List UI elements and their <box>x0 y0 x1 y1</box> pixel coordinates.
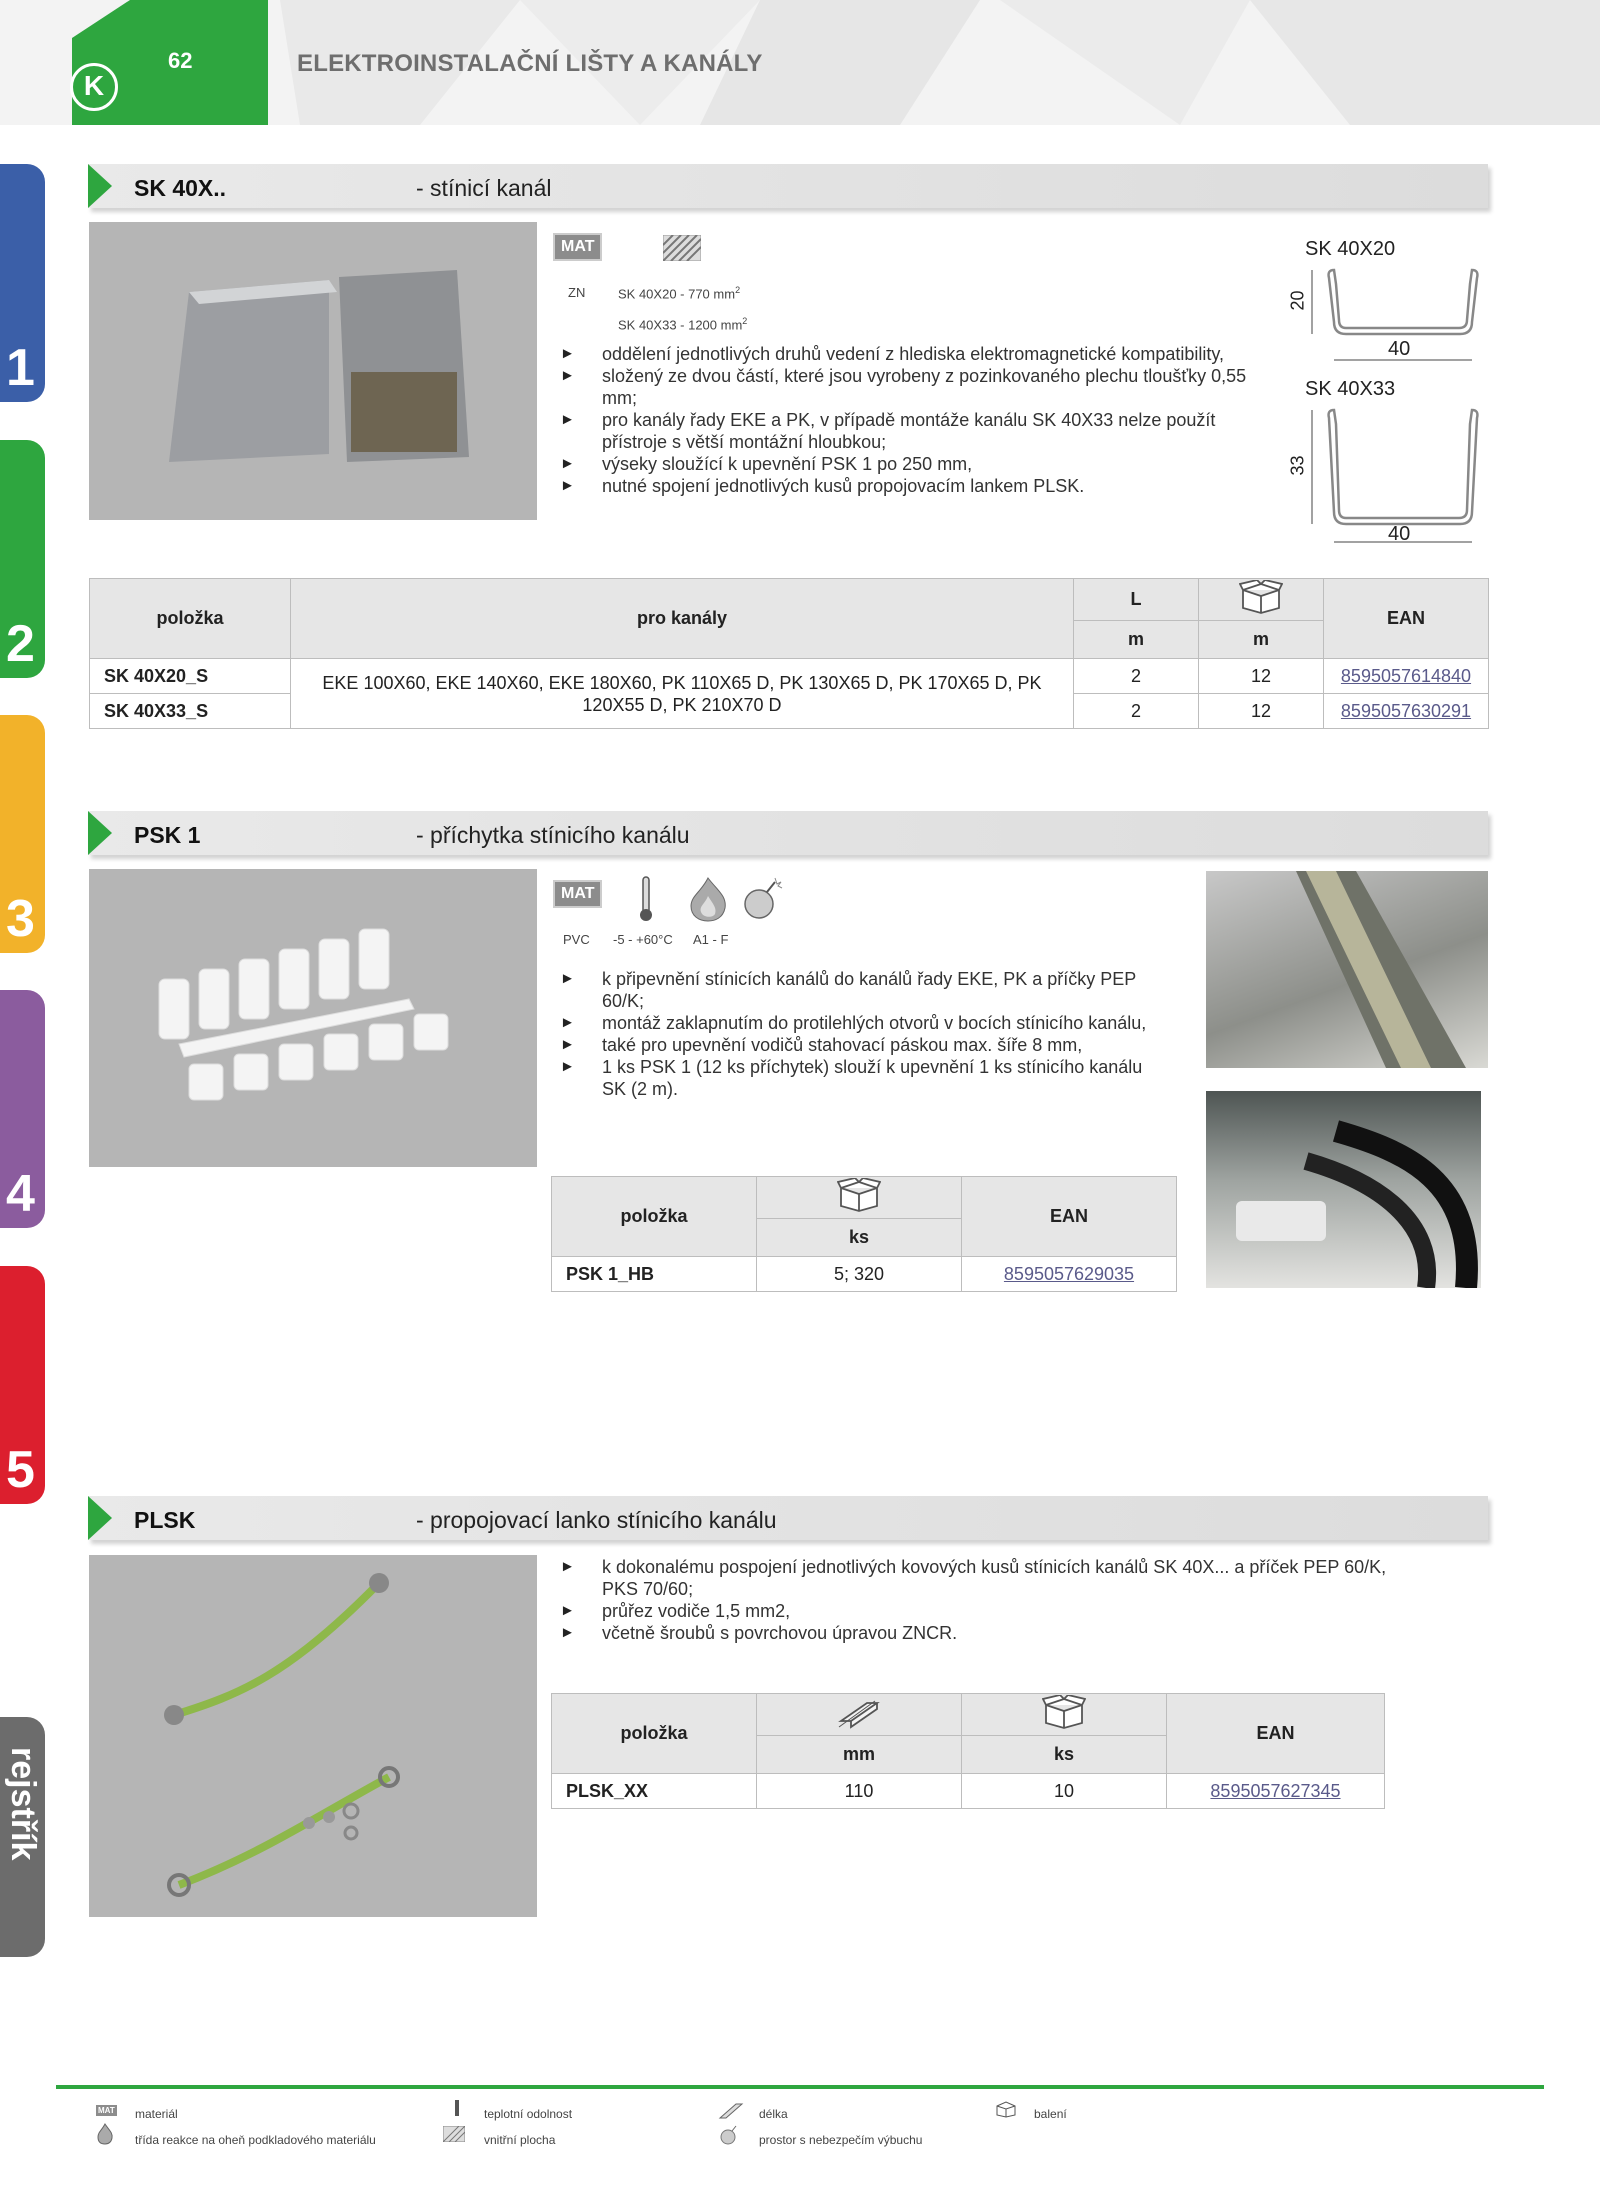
length-icon <box>837 1695 881 1729</box>
sk40-photo <box>89 222 537 520</box>
col-pack-header <box>757 1177 962 1219</box>
plsk-table <box>551 1693 1385 1809</box>
section-arrow-icon <box>88 1496 112 1540</box>
psk-photo-installed-2 <box>1206 1091 1481 1288</box>
mat-icon: MAT <box>553 233 602 261</box>
box-icon <box>1239 580 1283 614</box>
diagram-2-profile <box>1282 402 1482 552</box>
cell-ean[interactable] <box>1324 694 1489 729</box>
product-code: PLSK <box>134 1507 196 1533</box>
cell-for: EKE 100X60, EKE 140X60, EKE 180X60, PK 110X65 D, PK 130X65 D, PK 170X65 D, PK 120X55 D, PK 210X70 D <box>291 659 1074 729</box>
list-item: ► montáž zaklapnutím do protilehlých otvorů v bocích stínicího kanálu, <box>560 1012 1170 1034</box>
col-ean-header: EAN <box>1324 579 1489 659</box>
list-item: ► nutné spojení jednotlivých kusů propojovacím lankem PLSK. <box>560 475 1260 497</box>
cable-illustration <box>89 1555 537 1917</box>
list-item: ► průřez vodiče 1,5 mm2, <box>560 1600 1390 1622</box>
section-bar-plsk <box>88 1496 1488 1540</box>
col-pack-header <box>962 1694 1167 1736</box>
flame-icon <box>687 876 729 922</box>
flame-icon <box>96 2123 114 2145</box>
list-item: ► pro kanály řady EKE a PK, v případě montáže kanálu SK 40X33 nelze použít přístroje s větší montážní hloubkou; <box>560 409 1260 453</box>
list-item: ► oddělení jednotlivých druhů vedení z hlediska elektromagnetické kompatibility, <box>560 343 1260 365</box>
sk40-area-2-text: SK 40X33 - 1200 mm <box>618 317 743 333</box>
logo: K <box>70 63 118 111</box>
tab-5[interactable] <box>0 1266 45 1504</box>
psk-photo <box>89 869 537 1167</box>
cell-L: 2 <box>1074 659 1199 694</box>
tab-2-label: 2 <box>6 615 35 673</box>
tab-1[interactable] <box>0 164 45 402</box>
diagram-1-title: SK 40X20 <box>1305 238 1396 260</box>
cell-item: SK 40X20_S <box>90 659 291 694</box>
psk-icons <box>553 880 602 908</box>
col-pack-unit: ks <box>757 1219 962 1257</box>
list-item: ► výseky sloužící k upevnění PSK 1 po 250 mm, <box>560 453 1260 475</box>
cell-item: PSK 1_HB <box>552 1257 757 1292</box>
cell-pack: 12 <box>1199 694 1324 729</box>
cell-ean[interactable] <box>962 1257 1177 1292</box>
tab-4-label: 4 <box>6 1165 35 1223</box>
cell-pack: 5; 320 <box>757 1257 962 1292</box>
plsk-bullets <box>560 1556 1390 1644</box>
table-row <box>552 1257 1177 1292</box>
channel-illustration <box>89 222 537 520</box>
sk40-area-2-sup: 2 <box>742 316 748 326</box>
col-length-unit: mm <box>757 1736 962 1774</box>
clip-illustration <box>89 869 537 1167</box>
thermometer-icon <box>453 2100 461 2120</box>
installed-channel-illustration <box>1206 871 1488 1068</box>
cables-illustration <box>1206 1091 1481 1288</box>
psk-fire-class: A1 - F <box>693 932 729 947</box>
cell-pack: 10 <box>962 1774 1167 1809</box>
footer-line <box>56 2085 1544 2089</box>
legend-explosion: prostor s nebezpečím výbuchu <box>759 2133 923 2147</box>
section-arrow-icon <box>88 811 112 855</box>
product-description: - stínicí kanál <box>416 175 552 201</box>
cell-item: PLSK_XX <box>552 1774 757 1809</box>
diagram-1-height: 20 <box>1287 290 1308 311</box>
sk40-icons <box>553 233 602 261</box>
tab-rejstrik-label: rejstřík <box>4 1747 42 1861</box>
box-icon <box>995 2100 1017 2118</box>
thermometer-icon <box>638 876 654 922</box>
legend-material: materiál <box>135 2107 178 2121</box>
list-item: ► k připevnění stínicích kanálů do kanálů řady EKE, PK a příčky PEP 60/K; <box>560 968 1170 1012</box>
tab-2[interactable] <box>0 440 45 678</box>
section-bar-psk <box>88 811 1488 855</box>
legend-length: délka <box>759 2107 788 2121</box>
tab-3[interactable] <box>0 715 45 953</box>
cell-ean[interactable] <box>1324 659 1489 694</box>
list-item: ► složený ze dvou částí, které jsou vyrobeny z pozinkovaného plechu tloušťky 0,55 mm; <box>560 365 1260 409</box>
sk40-area-1-text: SK 40X20 - 770 mm <box>618 286 736 302</box>
cell-length: 110 <box>757 1774 962 1809</box>
box-icon <box>1042 1695 1086 1729</box>
col-L-unit: m <box>1074 621 1199 659</box>
legend-inner-surface: vnitřní plocha <box>484 2133 556 2147</box>
sk40-area-2 <box>618 316 747 332</box>
list-item: ► také pro upevnění vodičů stahovací páskou max. šíře 8 mm, <box>560 1034 1170 1056</box>
sk40-mat-code: ZN <box>568 285 586 300</box>
sk40-table <box>89 578 1489 729</box>
sk40-area-1 <box>618 285 740 301</box>
col-pack-header <box>1199 579 1324 621</box>
col-item-header: položka <box>90 579 291 659</box>
diagram-1-width: 40 <box>1388 338 1411 360</box>
col-ean-header: EAN <box>962 1177 1177 1257</box>
diagram-2-title: SK 40X33 <box>1305 378 1396 400</box>
mat-icon: MAT <box>553 880 602 908</box>
box-icon <box>837 1178 881 1212</box>
psk-photo-installed-1 <box>1206 871 1488 1068</box>
list-item: ► včetně šroubů s povrchovou úpravou ZNCR. <box>560 1622 1390 1644</box>
cell-ean[interactable] <box>1167 1774 1385 1809</box>
page-title: ELEKTROINSTALAČNÍ LIŠTY A KANÁLY <box>297 50 763 77</box>
ean-link[interactable]: 8595057629035 <box>1003 1263 1135 1284</box>
tab-rejstrik[interactable] <box>0 1717 45 1957</box>
product-code: PSK 1 <box>134 822 201 848</box>
col-length-header <box>757 1694 962 1736</box>
cell-L: 2 <box>1074 694 1199 729</box>
psk-bullets <box>560 968 1170 1100</box>
psk-table <box>551 1176 1177 1292</box>
diagram-2-width: 40 <box>1388 523 1411 545</box>
ean-link[interactable]: 8595057614840 <box>1340 665 1472 686</box>
length-icon <box>718 2100 744 2122</box>
mat-icon: MAT <box>98 2106 115 2115</box>
hatch-icon <box>443 2126 465 2142</box>
sk40-bullets <box>560 343 1260 497</box>
diagram-2-height: 33 <box>1287 455 1308 476</box>
section-bar-sk40 <box>88 164 1488 208</box>
tab-3-label: 3 <box>6 890 35 948</box>
tab-4[interactable] <box>0 990 45 1228</box>
table-row <box>90 659 1489 694</box>
col-item-header: položka <box>552 1177 757 1257</box>
bomb-icon <box>743 876 783 922</box>
tab-5-label: 5 <box>6 1441 35 1499</box>
plsk-photo <box>89 1555 537 1917</box>
product-code: SK 40X.. <box>134 175 227 201</box>
legend-packaging: balení <box>1034 2107 1067 2121</box>
sk40-area-1-sup: 2 <box>735 285 741 295</box>
table-row <box>552 1774 1385 1809</box>
hatch-icon <box>663 235 701 261</box>
legend-fire-class: třída reakce na oheň podkladového materiálu <box>135 2133 376 2147</box>
ean-link[interactable]: 8595057630291 <box>1340 700 1472 721</box>
bomb-icon <box>720 2123 740 2145</box>
col-L-header: L <box>1074 579 1199 621</box>
diagram-1-profile <box>1282 262 1482 372</box>
ean-link[interactable]: 8595057627345 <box>1210 1780 1341 1801</box>
col-pack-unit: ks <box>962 1736 1167 1774</box>
psk-mat-code: PVC <box>563 932 590 947</box>
product-description: - propojovací lanko stínicího kanálu <box>416 1507 777 1533</box>
col-item-header: položka <box>552 1694 757 1774</box>
section-arrow-icon <box>88 164 112 208</box>
col-ean-header: EAN <box>1167 1694 1385 1774</box>
page-number: 62 <box>168 48 193 73</box>
col-for-header: pro kanály <box>291 579 1074 659</box>
tab-1-label: 1 <box>6 339 35 397</box>
product-description: - příchytka stínicího kanálu <box>416 822 690 848</box>
legend-temperature: teplotní odolnost <box>484 2107 573 2121</box>
list-item: ► k dokonalému pospojení jednotlivých kovových kusů stínicích kanálů SK 40X... a příček PEP 60/K, PKS 70/60; <box>560 1556 1390 1600</box>
cell-item: SK 40X33_S <box>90 694 291 729</box>
cell-pack: 12 <box>1199 659 1324 694</box>
list-item: ► 1 ks PSK 1 (12 ks příchytek) slouží k upevnění 1 ks stínicího kanálu SK (2 m). <box>560 1056 1170 1100</box>
col-pack-unit: m <box>1199 621 1324 659</box>
psk-temp: -5 - +60°C <box>613 932 673 947</box>
